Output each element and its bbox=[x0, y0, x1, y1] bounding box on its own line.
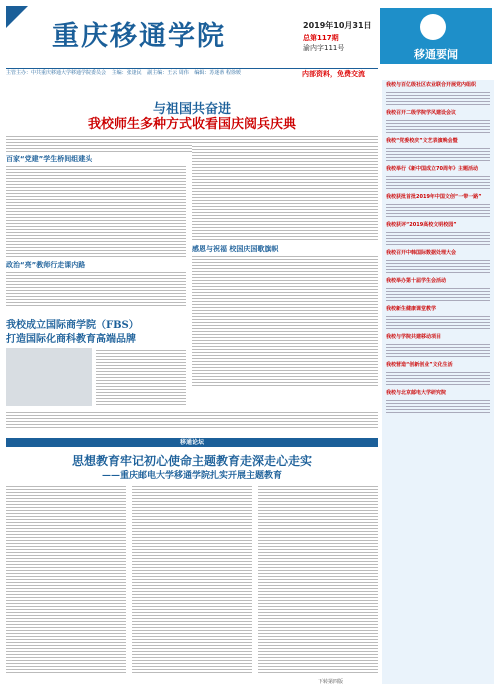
news-sidebar bbox=[382, 80, 494, 684]
bottom-col-3 bbox=[258, 484, 378, 674]
right-mid-title: 感恩与祝福 校国庆国歌旗帜 bbox=[192, 245, 279, 253]
article-text-right-2 bbox=[192, 254, 378, 386]
side-item: 我校召开中韩国际数据处理大会 bbox=[386, 250, 490, 274]
side-item: 我校获评“2019高校文明校园” bbox=[386, 222, 490, 246]
top-headline: 与祖国共奋进 bbox=[152, 102, 231, 117]
footer-note: 下转第四版 bbox=[318, 679, 344, 685]
masthead bbox=[0, 0, 497, 68]
brand-block bbox=[380, 8, 492, 64]
fbs-headline: 我校成立国际商学院（FBS） bbox=[6, 320, 139, 331]
side-item: 我校“党委校庆”文艺表演晚会暨 bbox=[386, 138, 490, 162]
article-text-left bbox=[6, 164, 186, 258]
corner-triangle-icon bbox=[6, 6, 28, 28]
issue-numbers bbox=[303, 33, 344, 53]
side-item: 我校与学院共建移动项目 bbox=[386, 334, 490, 358]
info-item: 副主编：王云 周伟 bbox=[147, 70, 189, 76]
side-item: 我校与百亿级社区农业联合开展党内组织 bbox=[386, 82, 490, 106]
brand-title: 移通要闻 bbox=[414, 48, 458, 61]
bottom-col-1 bbox=[6, 484, 126, 674]
bottom-subhead: ——重庆邮电大学移通学院扎实开展主题教育 bbox=[101, 471, 282, 481]
article-text-right bbox=[192, 144, 378, 242]
side-item: 我校召开二级学院学风建设会议 bbox=[386, 110, 490, 134]
fbs-text-bottom bbox=[6, 410, 378, 430]
slogan: 内部资料，免费交流 bbox=[302, 70, 365, 78]
bottom-col-2 bbox=[132, 484, 252, 674]
side-item: 我校新生健康课堂教学 bbox=[386, 306, 490, 330]
issue-total: 总第117期 bbox=[303, 34, 339, 42]
fbs-text-right bbox=[96, 348, 186, 406]
fbs-subhead: 打造国际化商科教育高端品牌 bbox=[6, 334, 136, 345]
masthead-title: 重庆移通学院 bbox=[52, 21, 226, 52]
top-subhead: 我校师生多种方式收看国庆阅兵庆典 bbox=[87, 117, 296, 132]
info-item: 主管主办：中共重庆移通大学移通学院委员会 bbox=[6, 70, 107, 76]
side-item: 我校营造“创新创业”文化生活 bbox=[386, 362, 490, 386]
side-item: 我校与北京邮电大学研究院 bbox=[386, 390, 490, 414]
forum-ribbon: 移通论坛 bbox=[6, 438, 378, 447]
fbs-photo bbox=[6, 348, 92, 406]
article-text-left-2 bbox=[6, 270, 186, 306]
issue-date: 2019年10月31日 bbox=[303, 21, 372, 30]
bottom-headline: 思想教育牢记初心使命主题教育走深走心走实 bbox=[71, 454, 312, 468]
info-item: 编辑：苏迷蒂 程徐媛 bbox=[194, 70, 241, 76]
small-title: 百家“党建”学生桥间组建头 bbox=[6, 155, 93, 163]
side-item: 我校获批首批2019年中国文创“一带一路” bbox=[386, 194, 490, 218]
info-item: 主编：张逢民 bbox=[111, 70, 142, 76]
issue-internal: 渝内字111号 bbox=[303, 44, 345, 52]
left-mid-title: 政治“亮”教师行走课内路 bbox=[6, 261, 86, 269]
globe-icon bbox=[420, 14, 446, 40]
side-item: 我校举办第十届学生会活动 bbox=[386, 278, 490, 302]
side-item: 我校举行《新中国成立70周年》主题活动 bbox=[386, 166, 490, 190]
